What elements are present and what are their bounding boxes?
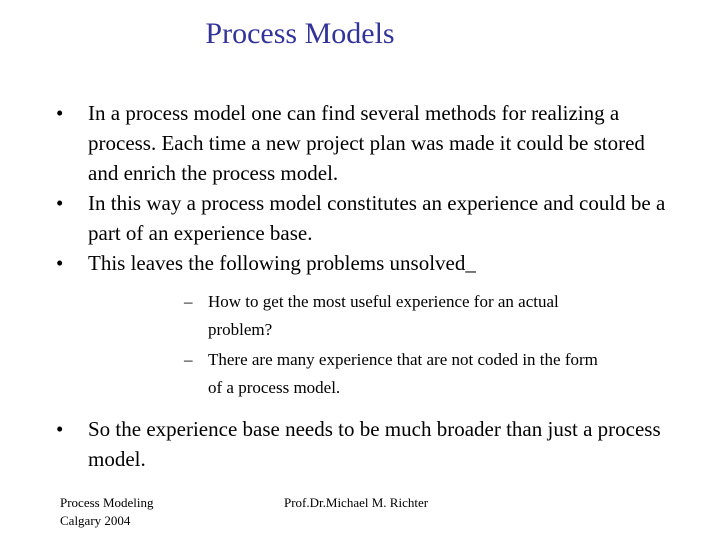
sub-bullet-item [88,346,680,402]
bullet-text: This leaves the following problems unsolved_ [88,251,476,275]
slide-title: Process Models [205,17,395,50]
bullet-list [0,98,720,474]
bullet-item [0,98,720,188]
dash-marker: – [184,292,193,311]
bullet-item [0,188,720,248]
bullet-text: In this way a process model constitutes an experience and could be a part of an experience base. [88,191,666,245]
bullet-marker: • [56,417,64,441]
footer-location-year: Calgary 2004 [60,513,131,528]
bullet-marker: • [56,101,64,125]
bullet-item [0,248,720,402]
bullet-marker: • [56,251,64,275]
bullet-text: In a process model one can find several methods for realizing a process. Each time a new project plan was made it could be stored and enrich the process model. [88,101,645,185]
sub-bullet-item [88,288,680,344]
sub-bullet-text: There are many experience that are not coded in the form of a process model. [208,350,598,397]
sub-bullet-text: How to get the most useful experience for an actual problem? [208,292,559,339]
footer-author [284,494,544,512]
footer-course-name: Process Modeling [60,495,154,510]
bullet-text: So the experience base needs to be much broader than just a process model. [88,417,661,471]
footer-course-info [60,494,260,530]
bullet-marker: • [56,191,64,215]
sub-bullet-list [88,288,680,402]
dash-marker: – [184,350,193,369]
footer-author-name: Prof.Dr.Michael M. Richter [284,495,429,510]
bullet-item [0,414,720,474]
